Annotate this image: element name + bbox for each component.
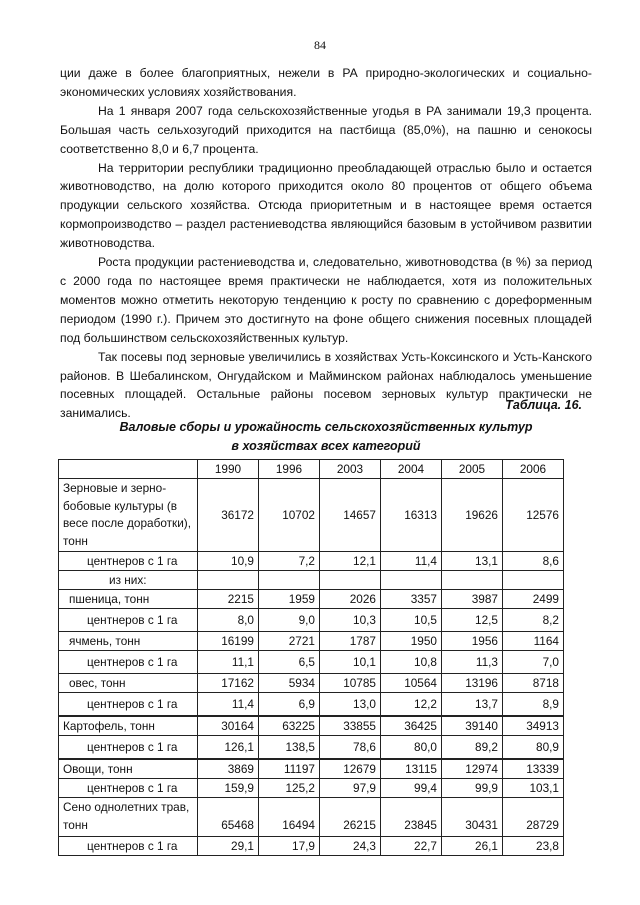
row-label: пшеница, тонн — [59, 590, 198, 609]
table-cell: 10,1 — [320, 651, 381, 674]
table-cell: 3869 — [198, 759, 259, 779]
body-text — [60, 64, 592, 423]
paragraph-4: Роста продукции растениеводства и, следовательно, животноводства (в %) за период с 2000 года по настоящее время практически не наблюдается, хотя из положительных моментов можно отметить некоторую тенденцию к росту по сравнению с дореформенным периодом (1990 г.). Причем это достигнуто на фоне общего снижения посевных площадей под большинством сельскохозяйственных культур. — [60, 255, 592, 345]
table-cell: 19626 — [442, 479, 503, 552]
table-cell: 11,4 — [381, 552, 442, 571]
table-cell: 17162 — [198, 674, 259, 693]
table-cell: 26,1 — [442, 837, 503, 856]
table-cell: 33855 — [320, 716, 381, 736]
table-cell: 1787 — [320, 632, 381, 651]
table-cell: 12,5 — [442, 609, 503, 632]
row-label: ячмень, тонн — [59, 632, 198, 651]
row-label: Сено однолетних трав, тонн — [59, 798, 198, 837]
table-cell: 2026 — [320, 590, 381, 609]
table-cell: 30431 — [442, 798, 503, 837]
paragraph-3: На территории республики традиционно преобладающей отраслью было и остается животноводство, на долю которого приходится около 80 процентов от общего объема продукции сельского хозяйства. Отсюда приоритетным и в настоящее время остается кормопроизводство – раздел растениеводства являющийся базовым в устойчивом развитии животноводства. — [60, 160, 592, 251]
table-cell: 12974 — [442, 759, 503, 779]
table-row — [59, 693, 564, 717]
table-row — [59, 609, 564, 632]
table-cell: 13196 — [442, 674, 503, 693]
table-row — [59, 736, 564, 760]
row-label: Зерновые и зерно-бобовые культуры (в весе после доработки), тонн — [59, 479, 198, 552]
table-cell: 36172 — [198, 479, 259, 552]
table-cell: 99,9 — [442, 779, 503, 798]
row-label: центнеров с 1 га — [59, 837, 198, 856]
table-cell: 12679 — [320, 759, 381, 779]
table-cell: 6,9 — [259, 693, 320, 717]
table-cell — [198, 571, 259, 590]
paragraph-5: Так посевы под зерновые увеличились в хозяйствах Усть-Коксинского и Усть-Канского районов. В Шебалинском, Онгудайском и Майминском районах наблюдалось уменьшение посевных площадей. Остальные районы посевом зерновых культур практически не занимались. — [60, 349, 592, 421]
table-row — [59, 590, 564, 609]
table-cell: 78,6 — [320, 736, 381, 760]
paragraph-1: ции даже в более благоприятных, нежели в РА природно-экологических и социально-экономических условиях хозяйствования. — [60, 66, 592, 99]
table-cell: 1950 — [381, 632, 442, 651]
table-cell: 22,7 — [381, 837, 442, 856]
table-cell: 12576 — [503, 479, 564, 552]
table-cell: 5934 — [259, 674, 320, 693]
table-cell: 23,8 — [503, 837, 564, 856]
table-cell: 10564 — [381, 674, 442, 693]
table-cell: 13,1 — [442, 552, 503, 571]
table-cell: 1956 — [442, 632, 503, 651]
row-label: Овощи, тонн — [59, 759, 198, 779]
table-cell: 10,9 — [198, 552, 259, 571]
table-cell: 1959 — [259, 590, 320, 609]
table-cell: 2721 — [259, 632, 320, 651]
table-cell: 8,6 — [503, 552, 564, 571]
table-cell: 2499 — [503, 590, 564, 609]
table-cell: 2215 — [198, 590, 259, 609]
harvest-table — [58, 459, 564, 856]
table-cell — [503, 571, 564, 590]
table-cell: 16199 — [198, 632, 259, 651]
page-number: 84 — [314, 38, 326, 52]
table-cell: 39140 — [442, 716, 503, 736]
table-cell: 11,3 — [442, 651, 503, 674]
table-cell: 3987 — [442, 590, 503, 609]
table-cell: 3357 — [381, 590, 442, 609]
table-row — [59, 837, 564, 856]
row-label: центнеров с 1 га — [59, 552, 198, 571]
table-cell: 13,7 — [442, 693, 503, 717]
row-label: овес, тонн — [59, 674, 198, 693]
row-label: центнеров с 1 га — [59, 609, 198, 632]
table-row — [59, 571, 564, 590]
table-row — [59, 651, 564, 674]
table-cell: 65468 — [198, 798, 259, 837]
table-cell: 8,9 — [503, 693, 564, 717]
paragraph-2: На 1 января 2007 года сельскохозяйственные угодья в РА занимали 19,3 процента. Большая часть сельхозугодий приходится на пастбища (85,0%), на пашню и сенокосы соответственно 8,0 и 6,7 процента. — [60, 103, 592, 156]
table-cell: 11197 — [259, 759, 320, 779]
table-cell: 97,9 — [320, 779, 381, 798]
table-cell: 10,3 — [320, 609, 381, 632]
table-cell — [381, 571, 442, 590]
table-cell: 23845 — [381, 798, 442, 837]
row-label: центнеров с 1 га — [59, 736, 198, 760]
row-label: из них: — [59, 571, 198, 590]
table-cell: 24,3 — [320, 837, 381, 856]
table-cell: 28729 — [503, 798, 564, 837]
row-label: центнеров с 1 га — [59, 779, 198, 798]
table-cell: 8,2 — [503, 609, 564, 632]
table-cell: 17,9 — [259, 837, 320, 856]
header-year: 2005 — [442, 460, 503, 479]
table-row — [59, 759, 564, 779]
table-title — [60, 418, 592, 456]
table-cell: 16494 — [259, 798, 320, 837]
table-cell: 9,0 — [259, 609, 320, 632]
table-caption: Таблица. 16. — [505, 398, 582, 412]
table-row — [59, 632, 564, 651]
table-cell: 11,4 — [198, 693, 259, 717]
table-cell: 1164 — [503, 632, 564, 651]
header-empty-cell — [59, 460, 198, 479]
table-row — [59, 798, 564, 837]
table-cell: 126,1 — [198, 736, 259, 760]
table-header-row — [59, 460, 564, 479]
row-label: Картофель, тонн — [59, 716, 198, 736]
row-label: центнеров с 1 га — [59, 693, 198, 717]
table-cell: 13339 — [503, 759, 564, 779]
table-cell: 16313 — [381, 479, 442, 552]
table-cell: 11,1 — [198, 651, 259, 674]
table-cell — [259, 571, 320, 590]
table-title-line-2: в хозяйствах всех категорий — [231, 439, 421, 453]
table-cell: 7,0 — [503, 651, 564, 674]
table-cell — [320, 571, 381, 590]
table-cell: 8718 — [503, 674, 564, 693]
table-title-line-1: Валовые сборы и урожайность сельскохозяйственных культур — [119, 420, 533, 434]
table-cell: 138,5 — [259, 736, 320, 760]
table-cell: 99,4 — [381, 779, 442, 798]
table-cell: 10702 — [259, 479, 320, 552]
table-cell: 6,5 — [259, 651, 320, 674]
table-cell: 89,2 — [442, 736, 503, 760]
table-cell: 26215 — [320, 798, 381, 837]
table-cell: 10785 — [320, 674, 381, 693]
table-cell: 29,1 — [198, 837, 259, 856]
table-cell — [442, 571, 503, 590]
table-cell: 34913 — [503, 716, 564, 736]
table-cell: 63225 — [259, 716, 320, 736]
table-row — [59, 479, 564, 552]
header-year: 1990 — [198, 460, 259, 479]
table-cell: 12,2 — [381, 693, 442, 717]
table-cell: 14657 — [320, 479, 381, 552]
table-row — [59, 716, 564, 736]
table-cell: 103,1 — [503, 779, 564, 798]
table-cell: 8,0 — [198, 609, 259, 632]
header-year: 2004 — [381, 460, 442, 479]
table-cell: 13115 — [381, 759, 442, 779]
table-cell: 12,1 — [320, 552, 381, 571]
table-cell: 13,0 — [320, 693, 381, 717]
header-year: 1996 — [259, 460, 320, 479]
header-year: 2003 — [320, 460, 381, 479]
table-row — [59, 674, 564, 693]
table-row — [59, 552, 564, 571]
table-cell: 36425 — [381, 716, 442, 736]
table-cell: 80,9 — [503, 736, 564, 760]
table-row — [59, 779, 564, 798]
table-cell: 125,2 — [259, 779, 320, 798]
header-year: 2006 — [503, 460, 564, 479]
table-cell: 10,8 — [381, 651, 442, 674]
row-label: центнеров с 1 га — [59, 651, 198, 674]
table-cell: 30164 — [198, 716, 259, 736]
table-cell: 159,9 — [198, 779, 259, 798]
table-cell: 80,0 — [381, 736, 442, 760]
table-cell: 10,5 — [381, 609, 442, 632]
table-cell: 7,2 — [259, 552, 320, 571]
